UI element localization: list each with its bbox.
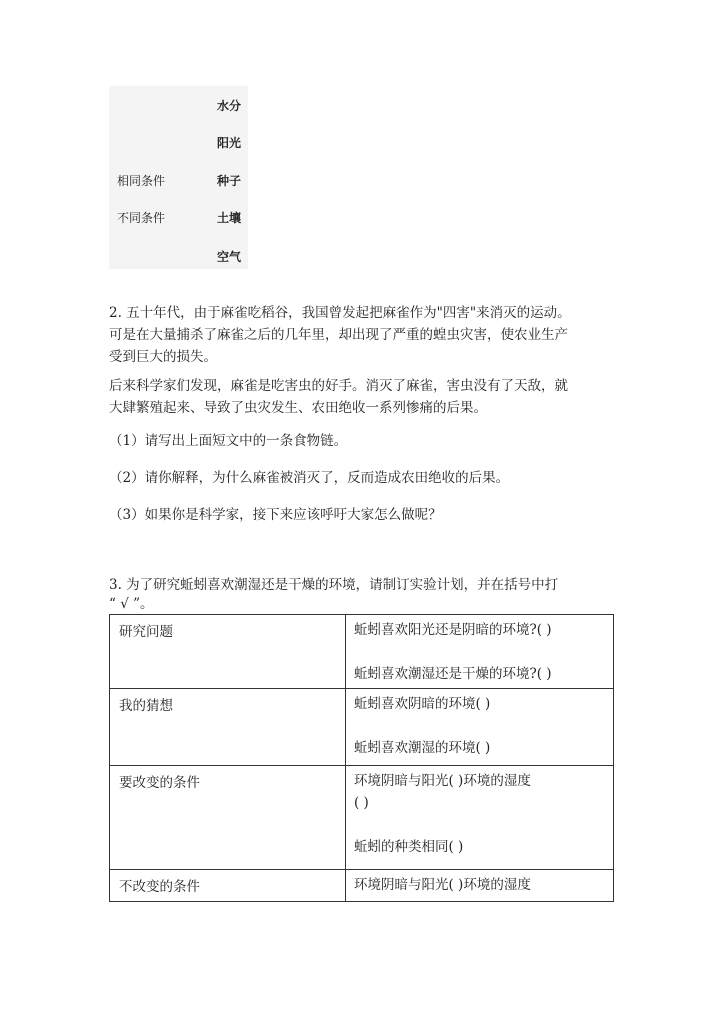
question-2-paragraph-2 [109, 375, 609, 419]
text-line: 受到巨大的损失。 [109, 349, 217, 365]
table-line [354, 814, 613, 836]
question-2-sub-2: （2）请你解释，为什么麻雀被消灭了，反而造成农田绝收的后果。 [109, 470, 510, 486]
table-row [110, 870, 614, 902]
experiment-plan-table [109, 614, 614, 902]
text-line: 后来科学家们发现，麻雀是吃害虫的好手。消灭了麻雀，害虫没有了天敌，就 [109, 378, 568, 394]
table-line[interactable]: 环境阴暗与阳光( )环境的湿度 [354, 877, 531, 893]
figure-item-air: 空气 [217, 250, 242, 264]
question-3-stem [109, 574, 609, 614]
figure-label-different: 不同条件 [117, 211, 166, 225]
text-line: 3. 为了研究蚯蚓喜欢潮湿还是干燥的环境，请制订实验计划，并在括号中打 [109, 577, 559, 593]
question-2-sub-1: （1）请写出上面短文中的一条食物链。 [109, 433, 348, 449]
table-row [110, 766, 614, 870]
table-row [110, 615, 614, 689]
table-line[interactable]: 蚯蚓喜欢潮湿还是干燥的环境?( ) [354, 666, 552, 682]
text-line: 大肆繁殖起来、导致了虫灾发生、农田绝收一系列惨痛的后果。 [109, 400, 487, 416]
table-line [354, 715, 613, 737]
row-content [346, 766, 614, 870]
text-line: 2. 五十年代，由于麻雀吃稻谷，我国曾发起把麻雀作为"四害"来消灭的运动。 [109, 305, 571, 321]
question-2-sub-3: （3）如果你是科学家，接下来应该呼吁大家怎么做呢？ [109, 507, 442, 523]
row-label-research-question: 研究问题 [110, 615, 346, 689]
row-label-changed-conditions: 要改变的条件 [110, 766, 346, 870]
table-line [354, 641, 613, 663]
figure-item-seed: 种子 [217, 174, 242, 188]
table-line[interactable]: 环境阴暗与阳光( )环境的湿度 [354, 773, 531, 789]
table-line[interactable]: ( ) [354, 795, 369, 811]
figure-label-same: 相同条件 [117, 174, 166, 188]
table-line[interactable]: 蚯蚓喜欢潮湿的环境( ) [354, 740, 491, 756]
row-label-unchanged-conditions: 不改变的条件 [110, 870, 346, 902]
table-line[interactable]: 蚯蚓的种类相同( ) [354, 839, 464, 855]
figure-item-water: 水分 [217, 99, 242, 113]
table-line[interactable]: 蚯蚓喜欢阴暗的环境( ) [354, 696, 491, 712]
figure-item-sunlight: 阳光 [217, 136, 242, 150]
row-content [346, 615, 614, 689]
figure-item-soil: 土壤 [217, 211, 242, 225]
row-label-hypothesis: 我的猜想 [110, 689, 346, 766]
text-line: 可是在大量捕杀了麻雀之后的几年里，却出现了严重的蝗虫灾害，使农业生产 [109, 327, 568, 343]
question-2-paragraph-1 [109, 302, 609, 368]
row-content [346, 870, 614, 902]
table-line[interactable]: 蚯蚓喜欢阳光还是阴暗的环境?( ) [354, 622, 552, 638]
table-row [110, 689, 614, 766]
row-content [346, 689, 614, 766]
text-line: “ √ ”。 [109, 596, 154, 612]
